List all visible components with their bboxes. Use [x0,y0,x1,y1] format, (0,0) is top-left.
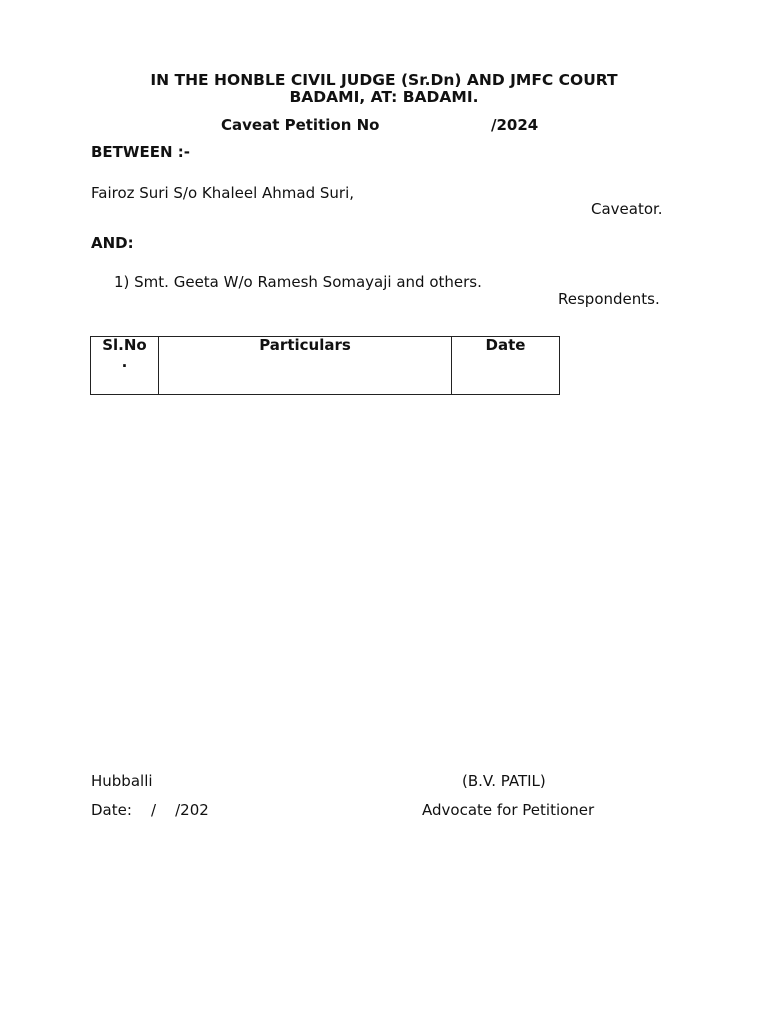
column-header-date-text: Date [485,336,526,354]
between-label: BETWEEN :- [91,143,190,161]
caveator-name: Fairoz Suri S/o Khaleel Ahmad Suri, [91,184,355,202]
column-header-particulars-text: Particulars [259,336,351,354]
advocate-name: (B.V. PATIL) [462,772,546,790]
column-header-particulars [159,337,452,395]
column-header-slno-dot: . [121,353,128,371]
column-header-slno [91,337,159,395]
caveator-role: Caveator. [591,200,663,218]
court-title-line-2: BADAMI, AT: BADAMI. [289,88,479,106]
respondent-role: Respondents. [558,290,660,308]
court-title-line-1: IN THE HONBLE CIVIL JUDGE (Sr.Dn) AND JMFC COURT [150,71,618,89]
caveat-petition-year: /2024 [491,116,539,134]
and-label: AND: [91,234,134,252]
date-line: Date: / /202 [91,801,209,819]
court-title [0,72,768,106]
column-header-slno-text: Sl.No [102,336,147,354]
advocate-role: Advocate for Petitioner [422,801,595,819]
table-header-row [91,337,560,395]
respondent-line: 1) Smt. Geeta W/o Ramesh Somayaji and others. [114,273,482,291]
particulars-table [90,336,560,395]
column-header-date [452,337,560,395]
place: Hubballi [91,772,153,790]
caveat-petition-label: Caveat Petition No [221,116,380,134]
